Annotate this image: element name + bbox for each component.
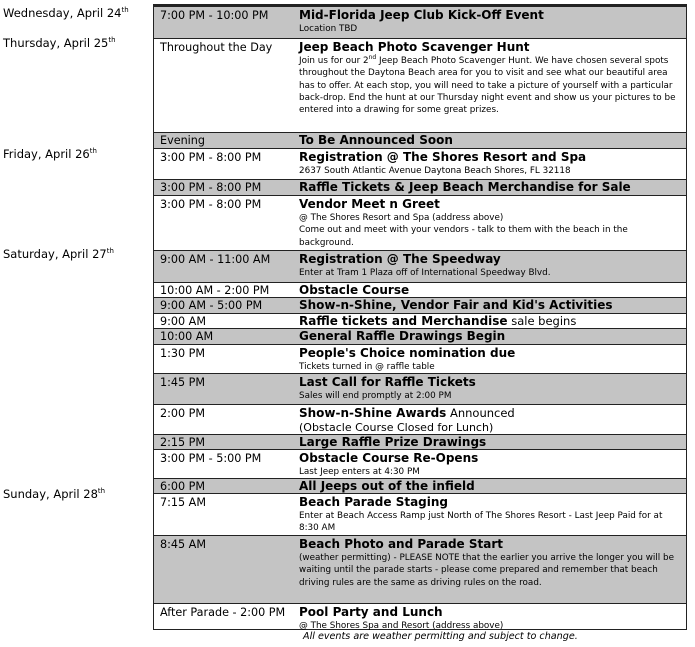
schedule-row bbox=[154, 478, 686, 493]
event-details: Join us for our 2nd Jeep Beach Photo Scavenger Hunt. We have chosen several spots throughout the Daytona Beach area for you to visit and see what our beautiful area has to offer. At each stop, you will need to take a picture of yourself with a particular back-drop. End the hunt at our Thursday night event and show us your pictures to be entered into a drawing for some great prizes. bbox=[299, 54, 676, 116]
footer-note: All events are weather permitting and subject to change. bbox=[303, 631, 578, 642]
schedule-row bbox=[154, 195, 686, 250]
event-time: 9:00 AM bbox=[160, 315, 206, 328]
day-label-wednesday: Wednesday, April 24th bbox=[3, 6, 129, 20]
event-time: 10:00 AM - 2:00 PM bbox=[160, 284, 270, 297]
schedule-row bbox=[154, 344, 686, 373]
schedule-row bbox=[154, 313, 686, 328]
event-details: Last Jeep enters at 4:30 PM bbox=[299, 467, 420, 477]
event-title: People's Choice nomination due bbox=[299, 346, 516, 360]
event-time: 9:00 AM - 5:00 PM bbox=[160, 299, 263, 312]
schedule-row bbox=[154, 328, 686, 344]
event-details: Enter at Tram 1 Plaza off of International Speedway Blvd. bbox=[299, 268, 551, 278]
event-title: Raffle Tickets & Jeep Beach Merchandise for Sale bbox=[299, 180, 631, 194]
day-label-saturday: Saturday, April 27th bbox=[3, 247, 114, 261]
event-details: (Obstacle Course Closed for Lunch) bbox=[299, 421, 494, 434]
event-time: 7:00 PM - 10:00 PM bbox=[160, 9, 269, 22]
event-time: 2:15 PM bbox=[160, 436, 206, 449]
event-title: Obstacle Course bbox=[299, 283, 410, 297]
schedule-row bbox=[154, 38, 686, 132]
event-title: Pool Party and Lunch bbox=[299, 605, 443, 619]
event-title: To Be Announced Soon bbox=[299, 133, 453, 147]
schedule-row bbox=[154, 179, 686, 195]
event-title: Large Raffle Prize Drawings bbox=[299, 435, 487, 449]
event-title: Beach Parade Staging bbox=[299, 495, 449, 509]
event-title: Vendor Meet n Greet bbox=[299, 197, 440, 211]
event-time: 3:00 PM - 5:00 PM bbox=[160, 452, 262, 465]
event-title: Show-n-Shine Awards Announced bbox=[299, 406, 515, 420]
day-label-sunday: Sunday, April 28th bbox=[3, 487, 106, 501]
schedule-row bbox=[154, 404, 686, 434]
schedule-row bbox=[154, 148, 686, 179]
event-details: Enter at Beach Access Ramp just North of The Shores Resort - Last Jeep Paid for at 8:30 AM bbox=[299, 511, 663, 534]
event-details: Come out and meet with your vendors - talk to them with the beach in the background. bbox=[299, 225, 628, 248]
event-details: Sales will end promptly at 2:00 PM bbox=[299, 391, 452, 401]
event-details: @ The Shores Spa and Resort (address above) bbox=[299, 621, 504, 631]
event-title: Jeep Beach Photo Scavenger Hunt bbox=[299, 40, 530, 54]
event-details: (weather permitting) - PLEASE NOTE that the earlier you arrive the longer you will be waiting until the parade starts - please come prepared and remember that beach driving rules are the same as driving rules on the road. bbox=[299, 553, 675, 588]
event-title: All Jeeps out of the infield bbox=[299, 479, 475, 493]
event-time: 10:00 AM bbox=[160, 330, 214, 343]
event-title: Obstacle Course Re-Opens bbox=[299, 451, 479, 465]
event-time: 7:15 AM bbox=[160, 496, 206, 509]
schedule-table bbox=[153, 4, 687, 630]
schedule-row bbox=[154, 449, 686, 478]
schedule-row bbox=[154, 7, 686, 38]
event-time: 3:00 PM - 8:00 PM bbox=[160, 198, 262, 211]
schedule-row bbox=[154, 493, 686, 535]
event-time: Evening bbox=[160, 134, 205, 147]
event-time: 2:00 PM bbox=[160, 407, 206, 420]
event-time: 3:00 PM - 8:00 PM bbox=[160, 151, 262, 164]
day-label-thursday: Thursday, April 25th bbox=[3, 36, 116, 50]
event-time: 3:00 PM - 8:00 PM bbox=[160, 181, 262, 194]
event-title: Raffle tickets and Merchandise sale begins bbox=[299, 314, 577, 328]
event-details: 2637 South Atlantic Avenue Daytona Beach Shores, FL 32118 bbox=[299, 166, 571, 176]
schedule-row bbox=[154, 535, 686, 603]
schedule-row bbox=[154, 282, 686, 297]
schedule-row bbox=[154, 603, 686, 630]
event-details: @ The Shores Resort and Spa (address above) bbox=[299, 213, 504, 223]
event-time: 1:45 PM bbox=[160, 376, 206, 389]
event-title: Show-n-Shine, Vendor Fair and Kid's Activities bbox=[299, 298, 613, 312]
event-time: Throughout the Day bbox=[160, 41, 273, 54]
schedule-row bbox=[154, 434, 686, 449]
schedule-row bbox=[154, 132, 686, 148]
event-details: Tickets turned in @ raffle table bbox=[299, 362, 435, 372]
event-title: Beach Photo and Parade Start bbox=[299, 537, 503, 551]
schedule-row bbox=[154, 250, 686, 282]
event-title: General Raffle Drawings Begin bbox=[299, 329, 506, 343]
event-time: 9:00 AM - 11:00 AM bbox=[160, 253, 271, 266]
event-details: Location TBD bbox=[299, 24, 358, 34]
event-time: 8:45 AM bbox=[160, 538, 206, 551]
event-time: 1:30 PM bbox=[160, 347, 206, 360]
event-time: 6:00 PM bbox=[160, 480, 206, 493]
event-title: Registration @ The Shores Resort and Spa bbox=[299, 150, 587, 164]
event-title: Last Call for Raffle Tickets bbox=[299, 375, 476, 389]
event-title: Registration @ The Speedway bbox=[299, 252, 501, 266]
event-time: After Parade - 2:00 PM bbox=[160, 606, 286, 619]
schedule-row bbox=[154, 297, 686, 313]
day-label-friday: Friday, April 26th bbox=[3, 147, 97, 161]
schedule-row bbox=[154, 373, 686, 404]
event-title: Mid-Florida Jeep Club Kick-Off Event bbox=[299, 8, 544, 22]
